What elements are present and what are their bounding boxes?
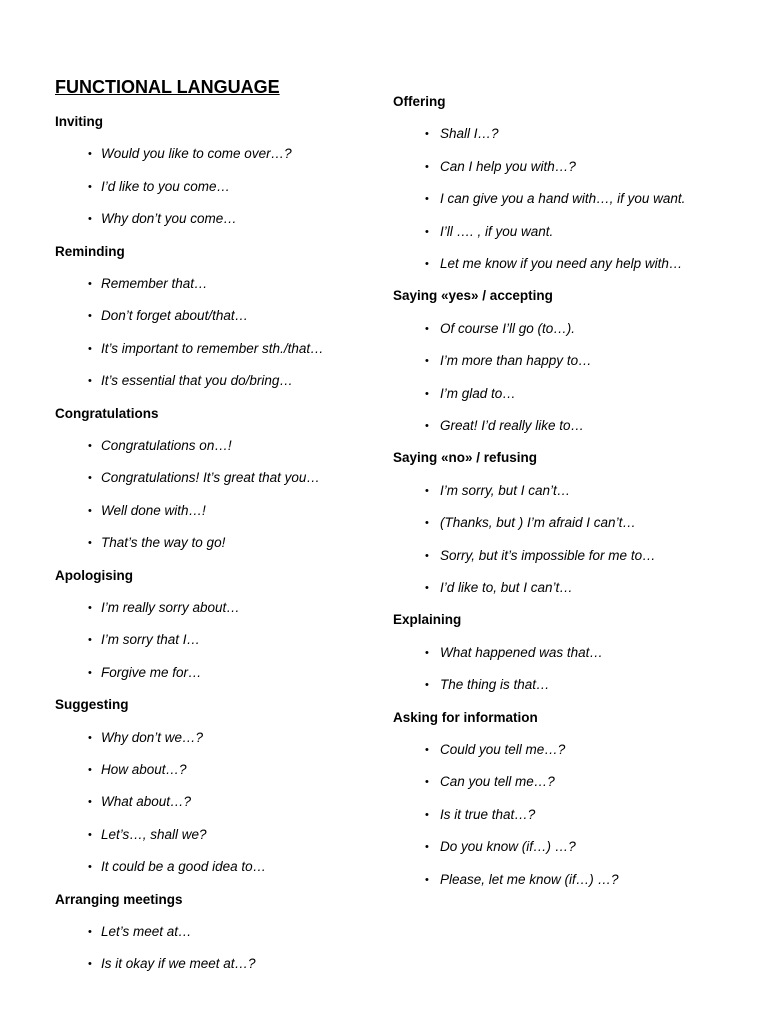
bullet-icon: •	[425, 193, 429, 206]
phrase-text: Remember that…	[101, 275, 208, 291]
list-item	[393, 791, 753, 823]
phrase-list	[393, 111, 753, 273]
bullet-icon: •	[88, 861, 92, 874]
bullet-icon: •	[425, 225, 429, 238]
bullet-icon: •	[425, 646, 429, 659]
list-item	[55, 520, 375, 552]
bullet-icon: •	[88, 796, 92, 809]
bullet-icon: •	[88, 925, 92, 938]
section-asking-for-information	[393, 709, 753, 889]
phrase-text: Great! I’d really like to…	[440, 417, 585, 433]
phrase-text: Why don’t you come…	[101, 211, 237, 227]
section-heading: Saying «no» / refusing	[393, 450, 538, 466]
bullet-icon: •	[88, 213, 92, 226]
bullet-icon: •	[425, 776, 429, 789]
list-item	[55, 455, 375, 487]
list-item	[55, 293, 375, 325]
section-saying-no-refusing	[393, 449, 753, 597]
page-title: FUNCTIONAL LANGUAGE	[55, 77, 280, 97]
bullet-icon: •	[88, 148, 92, 161]
phrase-text: Can you tell me…?	[440, 774, 555, 790]
list-item	[55, 196, 375, 228]
phrase-text: I can give you a hand with…, if you want.	[440, 191, 686, 207]
section-apologising	[55, 567, 375, 682]
phrase-text: Congratulations on…!	[101, 437, 232, 453]
list-item	[393, 208, 753, 240]
phrase-list	[55, 714, 375, 876]
phrase-text: Sorry, but it’s impossible for me to…	[440, 547, 656, 563]
phrase-list	[55, 909, 375, 974]
phrase-text: Could you tell me…?	[440, 741, 566, 757]
phrase-list	[393, 467, 753, 597]
section-heading: Offering	[393, 94, 446, 109]
phrase-text: Can I help you with…?	[440, 158, 576, 174]
phrase-list	[55, 423, 375, 553]
list-item	[55, 585, 375, 617]
list-item	[55, 261, 375, 293]
phrase-text: Congratulations! It’s great that you…	[101, 470, 320, 486]
list-item	[55, 779, 375, 811]
phrase-text: What about…?	[101, 794, 192, 810]
phrase-text: Why don’t we…?	[101, 729, 204, 745]
list-item	[55, 325, 375, 357]
section-inviting	[55, 113, 375, 228]
bullet-icon: •	[88, 504, 92, 517]
bullet-icon: •	[425, 743, 429, 756]
phrase-text: It’s essential that you do/bring…	[101, 373, 293, 389]
section-heading: Saying «yes» / accepting	[393, 288, 553, 304]
phrase-text: Is it okay if we meet at…?	[101, 956, 256, 972]
phrase-list	[393, 305, 753, 435]
phrase-text: I’m glad to…	[440, 385, 516, 401]
list-item	[55, 487, 375, 519]
list-item	[55, 649, 375, 681]
section-suggesting	[55, 696, 375, 876]
list-item	[393, 565, 753, 597]
bullet-icon: •	[425, 128, 429, 141]
phrase-list	[55, 585, 375, 682]
phrase-text: I’m sorry, but I can’t…	[440, 482, 571, 498]
bullet-icon: •	[425, 387, 429, 400]
phrase-text: Well done with…!	[101, 502, 206, 518]
bullet-icon: •	[88, 277, 92, 290]
list-item	[55, 163, 375, 195]
list-item	[55, 358, 375, 390]
bullet-icon: •	[425, 873, 429, 886]
bullet-icon: •	[425, 322, 429, 335]
list-item	[393, 370, 753, 402]
section-heading: Apologising	[55, 567, 133, 583]
section-heading: Arranging meetings	[55, 891, 183, 907]
bullet-icon: •	[425, 581, 429, 594]
phrase-text: Let me know if you need any help with…	[440, 255, 683, 271]
phrase-text: Is it true that…?	[440, 806, 536, 822]
phrase-text: I’ll …. , if you want.	[440, 223, 554, 239]
bullet-icon: •	[88, 537, 92, 550]
phrase-text: Would you like to come over…?	[101, 146, 292, 162]
list-item	[393, 143, 753, 175]
list-item	[393, 727, 753, 759]
bullet-icon: •	[425, 355, 429, 368]
bullet-icon: •	[88, 828, 92, 841]
phrase-text: It could be a good idea to…	[101, 859, 267, 875]
bullet-icon: •	[425, 160, 429, 173]
phrase-text: I’d like to you come…	[101, 178, 231, 194]
phrase-text: I’m really sorry about…	[101, 599, 240, 615]
list-item	[55, 909, 375, 941]
phrase-text: Don’t forget about/that…	[101, 308, 249, 324]
bullet-icon: •	[88, 763, 92, 776]
list-item	[55, 844, 375, 876]
list-item	[393, 241, 753, 273]
bullet-icon: •	[88, 666, 92, 679]
bullet-icon: •	[88, 439, 92, 452]
list-item	[55, 811, 375, 843]
section-saying-yes-accepting	[393, 287, 753, 435]
phrase-list	[393, 629, 753, 694]
bullet-icon: •	[88, 731, 92, 744]
bullet-icon: •	[425, 484, 429, 497]
list-item	[55, 941, 375, 973]
bullet-icon: •	[425, 808, 429, 821]
list-item	[393, 629, 753, 661]
bullet-icon: •	[88, 375, 92, 388]
phrase-list	[55, 261, 375, 391]
bullet-icon: •	[88, 472, 92, 485]
list-item	[55, 747, 375, 779]
phrase-text: What happened was that…	[440, 644, 603, 660]
section-heading: Inviting	[55, 114, 103, 129]
bullet-icon: •	[88, 601, 92, 614]
bullet-icon: •	[88, 310, 92, 323]
phrase-text: Please, let me know (if…) …?	[440, 871, 619, 887]
phrase-text: Forgive me for…	[101, 664, 202, 680]
phrase-text: The thing is that…	[440, 677, 550, 693]
bullet-icon: •	[425, 257, 429, 270]
bullet-icon: •	[88, 180, 92, 193]
list-item	[393, 500, 753, 532]
bullet-icon: •	[425, 419, 429, 432]
bullet-icon: •	[88, 342, 92, 355]
phrase-text: How about…?	[101, 761, 187, 777]
phrase-text: I’d like to, but I can’t…	[440, 579, 573, 595]
section-arranging-meetings	[55, 891, 375, 974]
section-reminding	[55, 243, 375, 391]
bullet-icon: •	[88, 634, 92, 647]
bullet-icon: •	[88, 958, 92, 971]
phrase-text: Let’s meet at…	[101, 923, 192, 939]
phrase-list	[393, 727, 753, 889]
section-congratulations	[55, 405, 375, 553]
phrase-text: I’m sorry that I…	[101, 632, 201, 648]
list-item	[393, 662, 753, 694]
list-item	[393, 111, 753, 143]
bullet-icon: •	[425, 517, 429, 530]
list-item	[55, 131, 375, 163]
bullet-icon: •	[425, 679, 429, 692]
section-heading: Suggesting	[55, 697, 129, 713]
section-explaining	[393, 611, 753, 694]
phrase-text: Let’s…, shall we?	[101, 826, 207, 842]
bullet-icon: •	[425, 841, 429, 854]
section-heading: Reminding	[55, 243, 125, 259]
list-item	[55, 714, 375, 746]
list-item	[55, 423, 375, 455]
list-item	[393, 403, 753, 435]
phrase-text: Shall I…?	[440, 126, 499, 142]
phrase-text: That’s the way to go!	[101, 535, 226, 551]
list-item	[393, 338, 753, 370]
section-offering	[393, 93, 753, 273]
phrase-text: I’m more than happy to…	[440, 353, 592, 369]
list-item	[55, 617, 375, 649]
phrase-list	[55, 131, 375, 228]
list-item	[393, 467, 753, 499]
list-item	[393, 759, 753, 791]
list-item	[393, 305, 753, 337]
phrase-text: (Thanks, but ) I’m afraid I can’t…	[440, 515, 636, 531]
section-heading: Explaining	[393, 612, 462, 628]
list-item	[393, 824, 753, 856]
section-heading: Congratulations	[55, 405, 159, 421]
list-item	[393, 176, 753, 208]
section-heading: Asking for information	[393, 709, 538, 725]
list-item	[393, 532, 753, 564]
phrase-text: It’s important to remember sth./that…	[101, 340, 324, 356]
list-item	[393, 856, 753, 888]
bullet-icon: •	[425, 549, 429, 562]
phrase-text: Of course I’ll go (to…).	[440, 320, 576, 336]
phrase-text: Do you know (if…) …?	[440, 839, 576, 855]
